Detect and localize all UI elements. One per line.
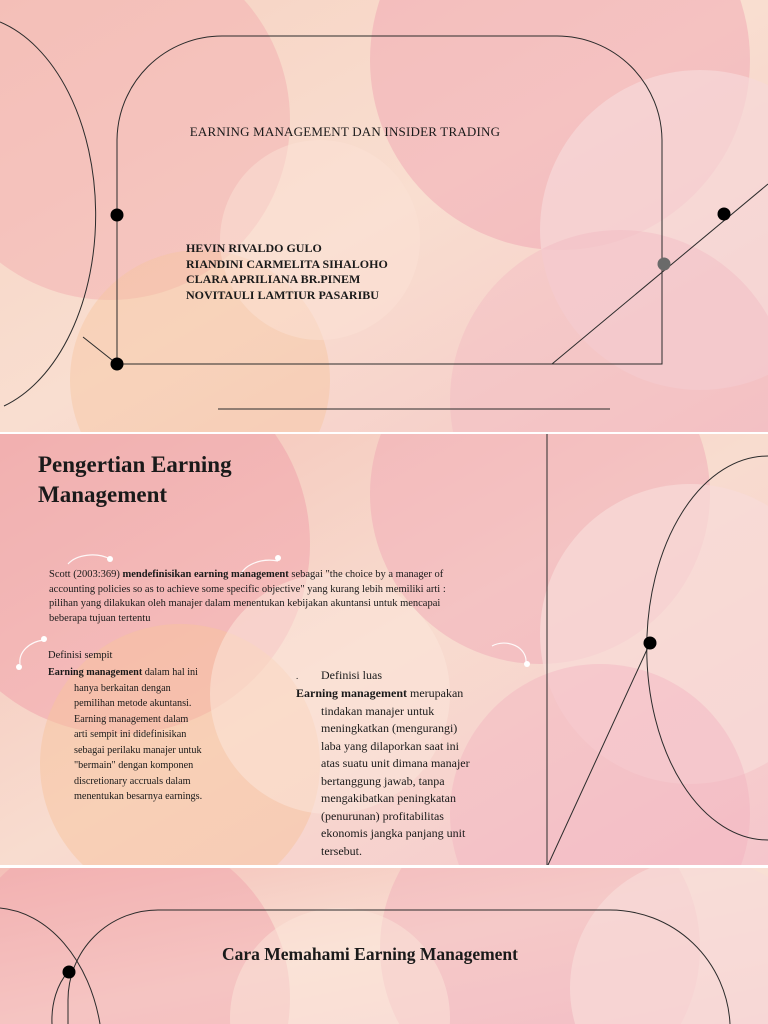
paragraph-text: sebagai "the choice by a manager of accounting policies so as to achieve some specific objective" yang kurang lebih memiliki arti : pilihan yang dilakukan oleh manajer dalam menentukan kebijakan akuntansi untuk mencapai beberapa tujuan tertentu bbox=[49, 569, 446, 624]
bold-term: Earning management bbox=[296, 686, 407, 700]
author-name: RIANDINI CARMELITA SIHALOHO bbox=[186, 256, 388, 271]
text-line: "bermain" dengan komponen bbox=[74, 760, 194, 771]
intro-paragraph bbox=[49, 568, 469, 626]
bold-term: mendefinisikan earning management bbox=[122, 569, 289, 580]
text-line: sebagai perilaku manajer untuk bbox=[74, 744, 202, 756]
author-name: NOVITAULI LAMTIUR PASARIBU bbox=[186, 287, 379, 302]
title-slide bbox=[0, 0, 768, 432]
bold-term: Earning management bbox=[48, 667, 143, 678]
author-list bbox=[186, 241, 388, 303]
slide-title bbox=[38, 450, 232, 510]
slide-title-line: Pengertian Earning bbox=[38, 452, 232, 477]
author-name: CLARA APRILIANA BR.PINEM bbox=[186, 272, 361, 286]
text-line: hanya berkaitan dengan bbox=[74, 682, 171, 694]
text-line: laba yang dilaporkan saat ini bbox=[321, 738, 459, 753]
text-line: (penurunan) profitabilitas bbox=[321, 808, 444, 823]
text-line: ekonomis jangka panjang unit bbox=[321, 826, 466, 840]
text-line: atas suatu unit dimana manajer bbox=[321, 756, 470, 770]
text-line: pemilihan metode akuntansi. bbox=[74, 698, 192, 709]
text-line: meningkatkan (mengurangi) bbox=[321, 721, 458, 735]
broad-definition-heading: . Definisi luas bbox=[296, 668, 382, 682]
broad-definition-text: Earning management merupakan tindakan manajer untuk meningkatkan (mengurangi) laba yang dilaporkan saat ini atas suatu unit dimana manajer bertanggung jawab, tanpa mengakibatkan peningkatan (penurunan) profitabilitas ekonomis jangka panjang unit tersebut. bbox=[296, 685, 516, 860]
definition-slide bbox=[0, 434, 768, 865]
section-slide bbox=[0, 868, 768, 1024]
text-line: menentukan besarnya earnings. bbox=[74, 791, 203, 802]
text-line: mengakibatkan peningkatan bbox=[321, 791, 456, 805]
author-name: HEVIN RIVALDO GULO bbox=[186, 241, 322, 255]
presentation-title: EARNING MANAGEMENT DAN INSIDER TRADING bbox=[189, 124, 501, 139]
decorative-lines bbox=[0, 0, 768, 432]
text-line: discretionary accruals dalam bbox=[74, 775, 191, 787]
text-line: tindakan manajer untuk bbox=[321, 703, 435, 718]
narrow-definition-text: Earning management dalam hal ini hanya berkaitan dengan pemilihan metode akuntansi. Earning management dalam arti sempit ini didefinisikan sebagai perilaku manajer untuk "bermain" dengan komponen discretionary accruals dalam menentukan besarnya earnings. bbox=[48, 665, 258, 805]
citation: Scott (2003:369) bbox=[49, 569, 123, 580]
text-line: Earning management dalam bbox=[74, 713, 189, 725]
text-line: arti sempit ini didefinisikan bbox=[74, 729, 187, 740]
slide-title-line: Management bbox=[38, 482, 168, 507]
text-line: tersebut. bbox=[321, 843, 362, 858]
bullet-marker: . bbox=[296, 671, 299, 681]
section-title: Cara Memahami Earning Management bbox=[221, 944, 518, 964]
text-line: bertanggung jawab, tanpa bbox=[321, 773, 445, 788]
narrow-definition-heading: Definisi sempit bbox=[48, 650, 113, 661]
